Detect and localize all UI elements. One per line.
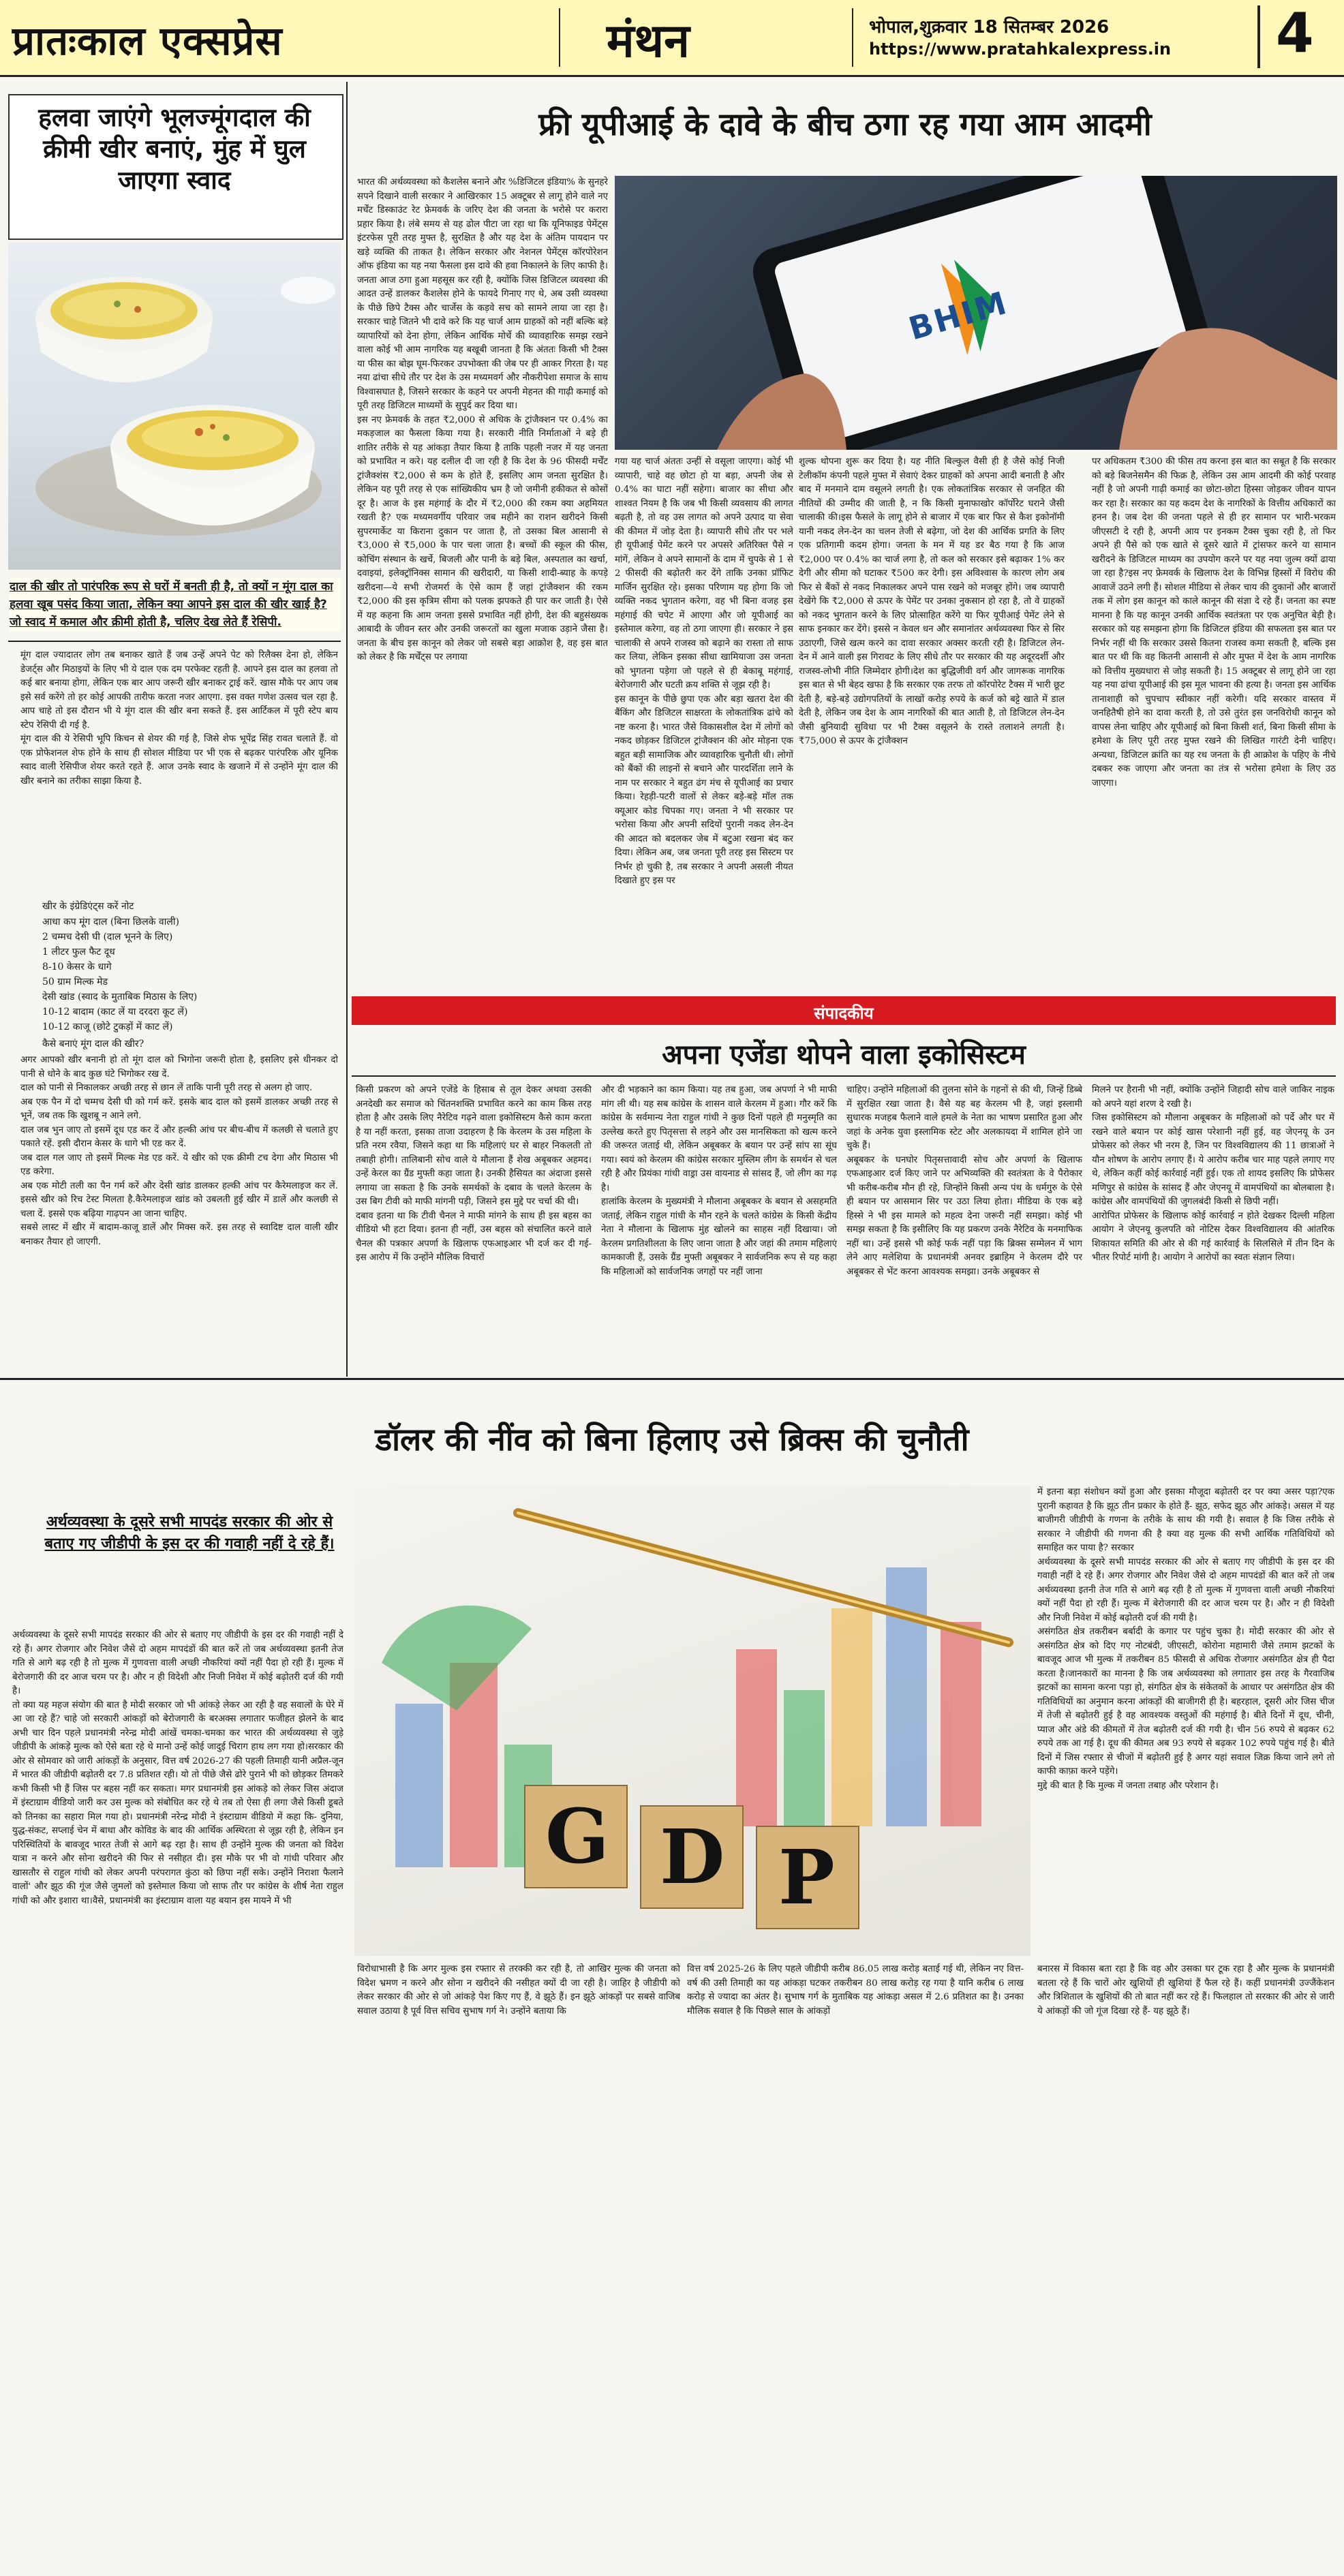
bhim-phone-photo bbox=[615, 176, 1337, 450]
ingredients-list bbox=[42, 915, 335, 1034]
editorial-headline: अपना एजेंडा थोपने वाला इकोसिस्टम bbox=[662, 1039, 1026, 1071]
brics-headline: डॉलर की नींव को बिना हिलाए उसे ब्रिक्स की चुनौती bbox=[375, 1421, 969, 1458]
ingredient-item: 10-12 काजू (छोटे टुकड़ों में काट लें) bbox=[42, 1022, 173, 1032]
brics-col-1: अर्थव्यवस्था के दूसरे सभी मापदंड सरकार की ओर से बताए गए जीडीपी के इस दर की गवाही नहीं दे रहे हैं। अगर रोजगार और निवेश जैसे दो अहम मापदंडों की बात करें तो जब अर्थव्यवस्था इतनी तेज गति से आगे बढ़ रही है तो मुल्क में गुणवत्ता वाली अच्छी नौकरियां क्यों नहीं पैदा हो रही हैं। मुल्क में बेरोजगारी की दर आज चरम पर है। और न ही विदेशी और निजी निवेश में कोई बढ़ोतरी दर्ज की गयी है। तो क्या यह महज संयोग की बात है मोदी सरकार जो भी आंकड़े लेकर आ रही है वह सवालों के घेरे में आ जा रहे हैं? चाहे जो सरकारी आंकड़ों को बेरोजगारी के बरअक्स लगातार फजीहत झेलने के बाद अभी चार दिन पहले प्रधानमंत्री नरेन्द्र मोदी आंखें चमका-चमका कर भारत की अर्थव्यवस्था से जुड़े जीडीपी के आंकड़े मुल्क को ऐसे बता रहे थे मानो उन्हें कोई जादुई चिराग हाथ लग गया हो।सरकार की ओर से सोमवार को जारी आंकड़ों के अनुसार, वित्त वर्ष 2026-27 की पहली तिमाही यानी अप्रैल-जून में भारत की जीडीपी बढ़ोतरी दर 7.8 प्रतिशत रही। यो तो पीछे जैसे ढोरे पुराने भी को छोड़कर तिमकरे कभी किसी भी हैं जिस पर बहस नहीं कर सकता। मगर प्रधानमंत्री इस आंकड़े को लेकर जिस अंदाज में इंस्टाग्राम वीडियो जारी कर उस मुल्क को संबोधित कर रहे थे तब तो ऐसा ही लगा जैसे किसी डूबते को तिनका का सहारा मिल गया हो। प्रधानमंत्री नरेन्द्र मोदी ने इंस्टाग्राम वीडियो में कहा कि- दुनिया, युद्ध-संकट, सप्लाई चेन में बाधा और कोविड के बाद की आर्थिक अस्थिरता से जूझ रही है, लेकिन इन परिस्थितियों के बावजूद भारत तेजी से आगे बढ़ रहा है। साथ ही उन्होंने मुल्क की जनता को विदेश यात्रा न करने और सोना खरीदने की फिर से नसीहत दी। इस मौके पर भी वो गांधी परिवार और खासतौर से राहुल गांधी को लेकर अपनी परंपरागत कुंठा को छिपा नहीं सके। उन्होंने निराशा फैलाने वालों' और झूठ की गूंज जैसे जुमलों को इस्तेमाल किया जो साफ तौर पर कांग्रेस के शीर्ष नेता राहुल गांधी को और इशारा था।वैसे, प्रधानमंत्री का इंस्टाग्राम वाला यह बयान इस मायने में भी bbox=[12, 1630, 343, 1906]
page-number: 4 bbox=[1276, 1, 1314, 65]
ingredient-item: देसी खांड (स्वाद के मुताबिक मिठास के लिए) bbox=[42, 992, 198, 1002]
upi-col-1: भारत की अर्थव्यवस्था को कैशलेस बनाने और %डिजिटल इंडिया% के सुनहरे सपने दिखाने वाली सरकार ने आखिरकार 15 अक्टूबर से लागू होने वाले नए मर्चेंट डिस्काउंट रेट फ्रेमवर्क के जरिए देश की जनता के भरोसे पर करारा प्रहार किया है। लंबे समय से यह ढोल पीटा जा रहा था कि यूनिफाइड पेमेंट्स इंटरफेस पूरी तरह मुफ्त है, सुरक्षित है और यह देश के अंतिम पायदान पर खड़े व्यक्ति की ताकत है। लेकिन सरकार और नेशनल पेमेंट्स कॉरपोरेशन ऑफ इंडिया का यह नया फैसला इस दावे की हवा निकालने के लिए काफी है। जनता आज ठगा हुआ महसूस कर रही है, क्योंकि जिस डिजिटल व्यवस्था की आदत उन्हें डालकर कैशलेस होने के फायदे गिनाए गए थे, अब उसी व्यवस्था के पीछे छिपे टैक्स और चार्जेस के कड़वे सच को सामने लाया जा रहा है। सरकार चाहे जितने भी दावे करे कि यह चार्ज आम ग्राहकों को नहीं बल्कि बड़े व्यापारियों को देना होगा, लेकिन आर्थिक मोर्चे की व्यावहारिक समझ रखने वाला कोई भी आम नागरिक यह बखूबी जानता है कि अंततः किसी भी टैक्स या फीस का बोझ घूम-फिरकर उपभोक्ता की जेब पर ही आकर गिरता है। यह नया ढांचा सीधे तौर पर देश के उस मध्यमवर्ग और नौकरीपेशा समाज के साथ विश्वासघात है, जिसने सरकार के कहने पर अपनी मेहनत की गाढ़ी कमाई को पूरी तरह डिजिटल माध्यमों के सुपुर्द कर दिया था। इस नए फ्रेमवर्क के तहत ₹2,000 से अधिक के ट्रांजैक्शन पर 0.4% का मकड़जाल का फैसला किया गया है। सरकारी नीति निर्माताओं ने बड़े ही शातिर तरीके से यह आंकड़ा तैयार किया है ताकि पहली नजर में यह जनता को प्रभावित न करे। यह दलील दी जा रही है कि देश के 96 फीसदी मर्चेंट ट्रांजैक्शंस ₹2,000 से कम के होते हैं, इसलिए आम जनता सुरक्षित है। लेकिन यह पूरी तरह से एक सांख्यिकीय भ्रम है जो जमीनी हकीकत से कोसों दूर है। आज के इस महंगाई के दौर में ₹2,000 की रकम क्या अहमियत रखती है? एक मध्यमवर्गीय परिवार जब महीने का राशन खरीदने किसी सुपरमार्केट या किराना दुकान पर जाता है, तो उसका बिल आसानी से ₹3,000 से ₹5,000 के पार चला जाता है। बच्चों की स्कूल की फीस, कोचिंग संस्थान के खर्चे, बिजली और पानी के बड़े बिल, अस्पताल का खर्चा, दवाइयां, इलेक्ट्रॉनिक्स सामान की खरीदारी, या किसी शादी-ब्याह के कपड़े खरीदना—ये सभी रोजमर्रा के ऐसे काम हैं जहां ट्रांजैक्शन की रकम ₹2,000 की इस कृत्रिम सीमा को पलक झपकते ही पार कर जाती है। ऐसे में यह कहना कि आम जनता इससे प्रभावित नहीं होगी, देश की बहुसंख्यक आबादी के जीवन स्तर और उनकी जरूरतों का खुला मजाक उड़ाने जैसा है।जनता के बीच इस कानून को लेकर जो सबसे बड़ा आक्रोश है, वह इस बात को लेकर है कि मर्चेंट्स पर लगाया bbox=[357, 177, 608, 662]
brics-col-4: में इतना बड़ा संशोधन क्यों हुआ और इसका मौजूदा बढ़ोतरी दर पर क्या असर पड़ा?एक पुरानी कहावत है कि झूठ तीन प्रकार के होते हैं- झूठ, सफेद झूठ और आंकड़े। असल में यह बाजीगरी जीडीपी के गणना के तरीके के साथ की गयी है। सवाल है कि जिस तरीके से सरकार ने जीडीपी की गणना की है क्या वह मुल्क की सभी आर्थिक गतिविधियों को समाहित कर पाया है? सरकार अर्थव्यवस्था के दूसरे सभी मापदंड सरकार की ओर से बताए गए जीडीपी के इस दर की गवाही नहीं दे रहे हैं। अगर रोजगार और निवेश जैसे दो अहम मापदंडों की बात करें तो जब अर्थव्यवस्था इतनी तेज गति से आगे बढ़ रही है तो मुल्क में गुणवत्ता वाली अच्छी नौकरियां क्यों नहीं पैदा हो रही हैं। मुल्क में बेरोजगारी की दर आज चरम पर है। और न ही विदेशी और निजी निवेश में कोई बढ़ोतरी दर्ज की गयी है। असंगठित क्षेत्र तकरीबन बर्बादी के कगार पर पहुंच चुका है। मोदी सरकार की ओर से असंगठित क्षेत्र को दिए गए नोटबंदी, जीएसटी, कोरोना महामारी जैसे तमाम झटकों के बावजूद आज भी मुल्क में तकरीबन 85 फीसदी से अधिक रोजगार असंगठित क्षेत्र ही पैदा करता है।जानकारों का मानना है कि जब अर्थव्यवस्था को लगातार इस तरह के गैरवाजिब झटकों का सामना करना पड़ा हो, संगठित क्षेत्र के संकेतकों के आधार पर असंगठित क्षेत्र की गतिविधियों का अनुमान करना आंकड़ों की बाजीगरी ही है। बहरहाल, दूसरी ओर जिस चीज में तेजी से बढ़ोतरी हुई है वह आवश्यक वस्तुओं की महंगाई है। बीते दिनों में दूध, चीनी, प्याज और अंडे की कीमतों में तेज बढ़ोतरी दर्ज की गयी है। चीन 56 रुपये से बढ़कर 62 रुपये तक आ गई है। दूध की कीमत अब 93 रुपये से बढ़कर 102 रुपये पहुंच गई है। बीते दिनों में जिस रफ्तार से चीजों में बढ़ोतरी हुई है अगर यहां सवाल जिक्र किया जाने लगे तो काफी काफ़ा करने पड़ेंगे। मुद्दे की बात है कि मुल्क में जनता तबाह और परेशान है। bbox=[1037, 1487, 1334, 1791]
column-divider bbox=[346, 82, 348, 1377]
recipe-headline: हलवा जाएंगे भूलज्मूंगदाल की क्रीमी खीर बनाएं, मुंह में घुल जाएगा स्वाद bbox=[38, 103, 311, 195]
gdp-block-d: D bbox=[660, 1813, 725, 1901]
brics-col-3: वित्त वर्ष 2025-26 के लिए पहले जीडीपी करीब 86.05 लाख करोड़ बताई गई थी, लेकिन नए वित्त-वर्ष की उसी तिमाही का यह आंकड़ा घटकर तकरीबन 80 लाख करोड़ रह गया है यानि करीब 6 लाख करोड़ से ज्यादा का अंतर है। सुभाष गर्ग के मुताबिक यह आंकड़ा असल में 2.6 प्रतिशत का है। उनका मौलिक सवाल है कि पिछले साल के आंकड़ों bbox=[687, 1964, 1024, 2017]
upi-headline: फ्री यूपीआई के दावे के बीच ठगा रह गया आम आदमी bbox=[538, 106, 1152, 142]
masthead-section: मंथन bbox=[607, 14, 690, 68]
brics-pullquote: अर्थव्यवस्था के दूसरे सभी मापदंड सरकार की ओर से बताए गए जीडीपी के इस दर की गवाही नहीं दे रहे हैं। bbox=[44, 1514, 335, 1552]
gdp-block-p: P bbox=[778, 1833, 835, 1921]
kheer-photo bbox=[8, 243, 341, 570]
section-divider bbox=[0, 1378, 1344, 1380]
ingredient-item: 2 चम्मच देसी घी (दाल भूनने के लिए) bbox=[42, 932, 173, 942]
recipe-caption-rule bbox=[8, 641, 341, 642]
gdp-block-g: G bbox=[545, 1792, 609, 1880]
recipe-caption: दाल की खीर तो पारंपरिक रूप से घरों में बनती ही है, तो क्यों न मूंग दाल का हलवा खूब पसंद किया जाता, लेकिन क्या आपने इस दाल की खीर खाई है? जो स्वाद में कमाल और क्रीमी होती है, चलिए देख लेते हैं रेसिपी. bbox=[10, 578, 341, 631]
masthead-dateline: भोपाल,शुक्रवार 18 सितम्बर 2026 bbox=[869, 17, 1110, 37]
upi-col-3: शुल्क थोपना शुरू कर दिया है। यह नीति बिल्कुल वैसी ही है जैसे कोई निजी टेलीकॉम कंपनी पहले मुफ्त में सेवाएं देकर ग्राहकों को अपना आदी बनाती है और बाद में मनमाने दाम वसूलने लगती है। एक लोकतांत्रिक सरकार से जनहित की नीतियों की उम्मीद की जाती है, न कि किसी मुनाफाखोर कॉर्पोरेट घराने जैसी चालाकी की।इस फैसले के लागू होने से बाजार में एक बार फिर से कैश इकोनॉमी यानी नकद लेन-देन का चलन तेजी से बढ़ेगा, जो देश की आर्थिक प्रगति के लिए एक प्रतिगामी कदम होगा। जनता के मन में यह डर बैठ गया है कि आज ₹2,000 पर 0.4% का चार्ज लगा है, तो कल को सरकार इसे बढ़ाकर 1% कर देगी और सीमा को घटाकर ₹500 कर देगी। इस अविश्वास के कारण लोग अब फिर से बैंकों से नकद निकालकर अपने पास रखने को मजबूर होंगे। जब व्यापारी देखेंगे कि ₹2,000 से ऊपर के पेमेंट पर उनका नुकसान हो रहा है, तो वे ग्राहकों को नकद भुगतान करने के लिए प्रोत्साहित करेंगे या फिर यूपीआई पेमेंट लेने से साफ इनकार कर देंगे। इससे न केवल धन और समानांतर अर्थव्यवस्था फिर से सिर उठाएगी, जिसे खत्म करने का दावा सरकार अक्सर करती रही है। डिजिटल लेन-देन में आने वाली इस गिरावट के लिए सीधे तौर पर सरकार की यह अदूरदर्शी और राजस्व-लोभी नीति जिम्मेदार होगी।देश का बुद्धिजीवी वर्ग और जागरूक नागरिक इस बात से भी बेहद खफा है कि सरकार एक तरफ तो कॉरपोरेट टैक्स में भारी छूट देती है, बड़े-बड़े उद्योगपतियों के लाखों करोड़ रुपये के कर्ज को बट्टे खाते में डाल देती है, लेकिन जब देश के आम नागरिकों की बात आती है, तो डिजिटल लेन-देन जैसी बुनियादी सुविधा पर भी टैक्स वसूलने के रास्ते तलाशने लगती है। ₹75,000 से ऊपर के ट्रांजैक्शन bbox=[799, 457, 1065, 746]
method-title: कैसे बनाएं मूंग दाल की खीर? bbox=[42, 1039, 144, 1049]
ingredients-title: खीर के इंग्रेडिएंट्स करें नोट bbox=[42, 901, 134, 912]
editorial-headline-rule bbox=[352, 1075, 1336, 1077]
masthead-divider bbox=[559, 8, 560, 67]
gdp-chart-photo bbox=[354, 1486, 1030, 1956]
editorial-col-1: किसी प्रकरण को अपने एजेंडे के हिसाब से तूल देकर अथवा उसकी अनदेखी कर समाज को चिंतनशक्ति प्रभावित करने का काम किस तरह होता है और उसके लिए नैरेटिव गढ़ने वाला इकोसिस्टम कैसे काम करता है या नहीं करता, इसका ताजा उदाहरण है कि केरलम के उस महिला के प्रति नरम रवैया, जिसने कहा था कि महिलाएं घर से बाहर निकलती तो तबाही होगी। तालिबानी सोच वाले ये मौलाना हैं शेख अबूबकर अहमद। उन्हें केरल का ग्रैंड मुफ्ती कहा जाता है। उनकी हैसियत का अंदाजा इससे लगाया जा सकता है कि उनके समर्थकों के दबाव के चलते केरलम के उस बिग टीवी को माफी मांगनी पड़ी, जिसने इस मुद्दे पर चर्चा की थी। दबाव इतना था कि टीवी चैनल ने माफी मांगने के साथ ही इस बहस का वीडियो भी हटा दिया। इतना ही नहीं, उस बहस को संचालित करने वाले चैनल की पत्रकार अपर्णा के खिलाफ एफआइआर भी दर्ज कर दी गई-इस आरोप में कि उन्होंने मौलिक विचारों bbox=[356, 1085, 592, 1263]
ingredient-item: 8-10 केसर के धागे bbox=[42, 962, 112, 972]
brics-col-5: बनारस में विकास बता रहा है कि वह और उसका घर टूक रहा है और मुल्क के प्रधानमंत्री बतला रहे हैं कि चारों ओर खुशियों ही खुशियां हैं फैल रहे हैं। कहीं प्रधानमंत्री उज्जैंकेशन और त्रिशिताल के खुशियों की तो बात नहीं कर रहे हैं। फिलहाल तो सरकार की ओर से जारी ये आंकड़ों की जो गूंज दिखा रहे हैं- यह झूठे हैं। bbox=[1037, 1964, 1334, 2017]
upi-col-4: पर अधिकतम ₹300 की फीस तय करना इस बात का सबूत है कि सरकार को बड़े बिजनेसमैन की फिक्र है, लेकिन उस आम आदमी की कोई परवाह नहीं है जो अपनी गाढ़ी कमाई का छोटा-छोटा हिस्सा जोड़कर जीवन यापन कर रहा है। सरकार का यह कदम देश के नागरिकों के वित्तीय अधिकारों का हनन है। जब देश की जनता पहले से ही हर सामान पर भारी-भरकम जीएसटी दे रही है, अपनी आय पर इनकम टैक्स चुका रही है, तो फिर अपने ही पैसे को एक खाते से दूसरे खाते में ट्रांसफर करने या सामान खरीदने के डिजिटल माध्यम का उपयोग करने पर यह नया जुल्म क्यों ढाया जा रहा है?इस नए फ्रेमवर्क के खिलाफ देश के विभिन्न हिस्सों में विरोध की आवाजें उठने लगी हैं। सोशल मीडिया से लेकर चाय की दुकानों और बाजारों तक में लोग इस कानून को काले कानून की संज्ञा दे रहे हैं। जनता का स्पष्ट मानना है कि यह कानून उनकी आर्थिक स्वतंत्रता पर एक अनुचित बेड़ी है। सरकार को यह समझना होगा कि डिजिटल इंडिया की सफलता इस बात पर निर्भर नहीं थी कि सरकार उससे कितना राजस्व कमा सकती है, बल्कि इस बात पर थी कि वह कितनी आसानी से और मुफ्त में देश के आम नागरिक को वित्तीय मुख्यधारा से जोड़ सकती है। 15 अक्टूबर से लागू होने जा रहा यह नया ढांचा यूपीआई की इस मूल भावना की हत्या है। जनता इस आर्थिक तानाशाही को चुपचाप स्वीकार नहीं करेगी। यदि सरकार वास्तव में जनहितैषी होने का दावा करती है, तो उसे तुरंत इस जनविरोधी कानून को वापस लेना चाहिए और यूपीआई को बिना किसी शर्त, बिना किसी सीमा के हमेशा के लिए पूरी तरह मुफ्त रखने की लिखित गारंटी देनी चाहिए। अन्यथा, डिजिटल क्रांति का यह रथ जनता के ही आक्रोश के पहिए के नीचे दबकर रुक जाएगा और जनता का तंत्र से भरोसा हमेशा के लिए उठ जाएगा। bbox=[1092, 457, 1336, 788]
recipe-method: अगर आपको खीर बनानी हो तो मूंग दाल को भिगोना जरूरी होता है, इसलिए इसे धीनकर दो पानी से धोने के बाद कुछ घंटे भिगोकर रख दें. दाल को पानी से निकालकर अच्छी तरह से छान लें ताकि पानी पूरी तरह से अलग हो जाए. अब एक पैन में दो चम्मच देसी घी को गर्म करें. इसके बाद दाल को इसमें डालकर अच्छी तरह से भूनें, जब तक कि खुशबू न आने लगे. दाल जब भुन जाए तो इसमें दूध एड कर दें और हल्की आंच पर बीच-बीच में कलछी से चलाते हुए पकाते रहें. इसी दौरान केसर के धागे भी एड कर दें. जब दाल गल जाए तो इसमें मिल्क मेड एड करें. ये खीर को एक क्रीमी टच देगा और मिठास भी एड करेगा. अब एक मोटी तली का पैन गर्म करें और देसी खांड डालकर हल्की आंच पर कैरेमलाइज कर लें. इससे खीर को रिच टेस्ट मिलता है.कैरेमलाइज खांड को उबलती हुई खीर में डालें और कलछी से चला दें. इससे एक बढ़िया गाढ़पन आ जाना चाहिए. सबसे लास्ट में खीर में बादाम-काजू डालें और मिक्स करें. इस तरह से स्वादिष्ट दाल वाली खीर बनाकर तैयार हो जाएगी. bbox=[20, 1055, 338, 1247]
masthead-divider bbox=[852, 8, 853, 67]
brics-col-2: विरोधाभासी है कि अगर मुल्क इस रफ्तार से तरक्की कर रही है, तो आखिर मुल्क की जनता को विदेश भ्रमण न करने और सोना न खरीदने की नसीहत क्यों दी जा रही है। जाहिर है जीडीपी को लेकर सरकार की ओर से जो आंकड़े पेश किए गए हैं, वे झूठे हैं। इन झूठे आंकड़ों पर सबसे वाजिब सवाल उठाया है पूर्व वित्त सचिव सुभाष गर्ग ने। उन्होंने बताया कि bbox=[357, 1964, 680, 2017]
ingredient-item: आधा कप मूंग दाल (बिना छिलके वाली) bbox=[42, 917, 179, 927]
editorial-col-3: चाहिए। उन्होंने महिलाओं की तुलना सोने के गहनों से की थी, जिन्हें डिब्बे में सुरक्षित रखा जाता है। वैसे यह बह केरलम भी है, जहां इस्लामी सुधारक मजहब फैलाने वाले हमले के नेता का भाषण प्रसारित हुआ और जहां के अनेक युवा इस्लामिक स्टेट और अलकायदा में शामिल होने जा चुके हैं। अबूबकर के घनघोर पितृसत्तावादी सोच और अपर्णा के खिलाफ एफआइआर दर्ज किए जाने पर अभिव्यक्ति की स्वतंत्रता के वे पैरोकार भी करीब-करीब मौन ही रहे, जिन्होंने किसी अन्य पंथ के धर्मगुरु के ऐसे ही बयान पर आसमान सिर पर उठा लिया होता। मीडिया के एक बड़े हिस्से ने भी इस मामले को महत्व देना जरूरी नहीं समझा। कोई भी समझ सकता है कि इसीलिए कि यह प्रकरण उनके नैरेटिव के मनमाफिक नहीं था। उन्हें इससे भी कोई फर्क नहीं पड़ा कि ब्रिक्स सम्मेलन में भाग लेने आए मलेशिया के प्रधानमंत्री अनवर इब्राहिम ने केरलम दौरे पर अबूबकर से भेंट करना आवश्यक समझा। उनके अबूबकर से bbox=[846, 1085, 1082, 1277]
bhim-logo-text: BHIM bbox=[904, 283, 1013, 348]
ingredient-item: 1 लीटर फुल फैट दूध bbox=[42, 947, 115, 957]
ingredient-item: 50 ग्राम मिल्क मेड bbox=[42, 977, 108, 987]
editorial-col-2: और दी भड़काने का काम किया। यह तब हुआ, जब अपर्णा ने भी माफी मांग ली थी। यह सब कांग्रेस के शासन वाले केरलम में हुआ। गौर करें कि कांग्रेस के सर्वमान्य नेता राहुल गांधी ने कुछ दिनों पहले ही मनुस्मृति का उल्लेख करते हुए पितृसत्ता से लड़ने और उस मानसिकता को खत्म करने की जरूरत जताई थी, लेकिन अबूबकर के बयान पर उन्हें सांप सा सूंघ गया। स्वयं को केरलम की कांग्रेस सरकार मुस्लिम लीग के समर्थन से चल रही है और प्रियंका गांधी वाड्रा उस वायनाड से सांसद हैं, जो लीग का गढ़ है। हालांकि केरलम के मुख्यमंत्री ने मौलाना अबूबकर के बयान से असहमति जताई, लेकिन राहुल गांधी के मौन रहने के चलते कांग्रेस के किसी केंद्रीय नेता ने मौलाना के खिलाफ मुंह खोलने का साहस नहीं दिखाया। जो केरलम प्रगतिशीलता के लिए जाना जाता है और जहां की तमाम महिलाएं कामकाजी हैं, उसके ग्रैंड मुफ्ती अबूबकर ने सार्वजनिक रूप से यह कहा कि महिलाओं को सार्वजनिक जगहों पर नहीं जाना bbox=[601, 1085, 837, 1277]
recipe-intro: मूंग दाल ज्यादातर लोग तब बनाकर खाते हैं जब उन्हें अपने पेट को रिलैक्स देना हो, लेकिन डेजर्ट्स और मिठाइयों के लिए भी ये दाल एक दम परफेक्ट रहती है. आपने इस दाल का हलवा तो कई बार बनाया होगा, लेकिन एक बार आप जरूरी खीर बनाकर ट्राई करें. खास मौके पर आप जब इसे सर्व करेंगे तो हर कोई आपकी तारीफ करता नजर आएगा. इस वक्त गणेश उत्सव चल रहा है. आप चाहे तो इस दौरान भी ये मूंग दाल की खीर बना सकते हैं. इस आर्टिकल में पूरी स्टेप बाय स्टेप रेसिपी दी गई है. मूंग दाल की ये रेसिपी भूपि किचन से शेयर की गई है, जिसे शेफ भूपेंद्र सिंह रावत चलाते हैं. वो एक प्रोफेशनल शेफ होने के साथ ही सोशल मीडिया पर भी एक से बढ़कर पारंपरिक और यूनिक स्वाद वाली रेसिपीज शेयर करते रहते हैं. आज उनके स्वाद के खजाने में से उन्होंने मूंग दाल की खीर बनाने का तरीका साझा किया है. bbox=[20, 650, 338, 786]
masthead-brand: प्रातःकाल एक्सप्रेस bbox=[12, 18, 283, 64]
editorial-col-4: मिलने पर हैरानी भी नहीं, क्योंकि उन्होंने जिहादी सोच वाले जाकिर नाइक को अपने यहां शरण दे रखी है। जिस इकोसिस्टम को मौलाना अबूबकर के महिलाओं को पर्दे और घर में रखने वाले बयान पर कोई खास परेशानी नहीं हुई, वह जेएनयू के उन प्रोफेसर को लेकर भी नरम है, जिन पर विश्वविद्यालय की 11 छात्राओं ने यौन शोषण के आरोप लगाए हैं। ये आरोप करीब चार माह पहले लगाए गए थे, लेकिन कहीं कोई कार्रवाई नहीं हुई। एक तो शायद इसलिए कि प्रोफेसर मणिपुर से कांग्रेस के सांसद हैं और जेएनयू में वामपंथियों का बोलबाला है। कांग्रेस और वामपंथियों की जुगलबंदी किसी से छिपी नहीं। आरोपित प्रोफेसर के खिलाफ कोई कार्रवाई न होते देखकर दिल्ली महिला आयोग ने जेएनयू कुलपति को नोटिस देकर विश्वविद्यालय की आंतरिक शिकायत समिति की ओर से की गई कार्रवाई के सिलसिले में तीन दिन के भीतर रिपोर्ट मांगी है। आयोग ने आरोपों का स्वतः संज्ञान लिया। bbox=[1092, 1085, 1334, 1263]
upi-col-2: गया यह चार्ज अंततः उन्हीं से वसूला जाएगा। कोई भी व्यापारी, चाहे वह छोटा हो या बड़ा, अपनी जेब से 0.4% का घाटा नहीं सहेगा। बाजार का सीधा और शाश्वत नियम है कि जब भी किसी व्यवसाय की लागत बढ़ती है, तो वह उस लागत को अपने उत्पाद या सेवा की कीमत में जोड़ देता है। व्यापारी सीधे तौर पर भले ही यूपीआई पेमेंट करने पर अपसरे अतिरिक्त पैसे न मांगें, लेकिन वे अपने सामानों के दाम में चुपके से 1 से 2 फीसदी की बढ़ोतरी कर देंगे ताकि उनका प्रॉफिट मार्जिन सुरक्षित रहे। इसका परिणाम यह होगा कि जो व्यक्ति नकद भुगतान करेगा, वह भी बिना वजह इस महंगाई की चपेट में आएगा और जो यूपीआई का इस्तेमाल करेगा, वह तो ठगा जाएगा ही। सरकार ने इस चालाकी से अपने राजस्व को बढ़ाने का रास्ता तो साफ कर लिया, लेकिन इसका सीधा खामियाजा उस जनता को भुगतना पड़ेगा जो पहले से ही बेकाबू महंगाई, बेरोजगारी और घटती क्रय शक्ति से जूझ रही है। इस कानून के पीछे छुपा एक और बड़ा खतरा देश की बैंकिंग और डिजिटल साक्षरता के लोकतांत्रिक ढांचे को नष्ट करना है। भारत जैसे विकासशील देश में लोगों को नकद छोड़कर डिजिटल ट्रांजैक्शन की ओर मोड़ना एक बहुत बड़ी सामाजिक और व्यावहारिक चुनौती थी। लोगों को बैंकों की लाइनों से बचाने और पारदर्शिता लाने के नाम पर सरकार ने बहुत ढंग मंच से यूपीआई का प्रचार किया। रेहड़ी-पटरी वालों से लेकर बड़े-बड़े मॉल तक क्यूआर कोड चिपका गए। जनता ने भी सरकार पर भरोसा किया और अपनी सदियों पुरानी नकद लेन-देन की आदत को बदलकर जेब में बटुआ रखना बंद कर दिया। लेकिन अब, जब जनता पूरी तरह इस सिस्टम पर निर्भर हो चुकी है, तब सरकार ने अपनी असली नीयत दिखाते हुए इस पर bbox=[615, 457, 793, 886]
ingredient-item: 10-12 बादाम (काट लें या दरदरा कूट लें) bbox=[42, 1007, 188, 1017]
editorial-band-label: संपादकीय bbox=[814, 1004, 874, 1023]
masthead-website[interactable]: https://www.pratahkalexpress.in bbox=[869, 40, 1172, 59]
